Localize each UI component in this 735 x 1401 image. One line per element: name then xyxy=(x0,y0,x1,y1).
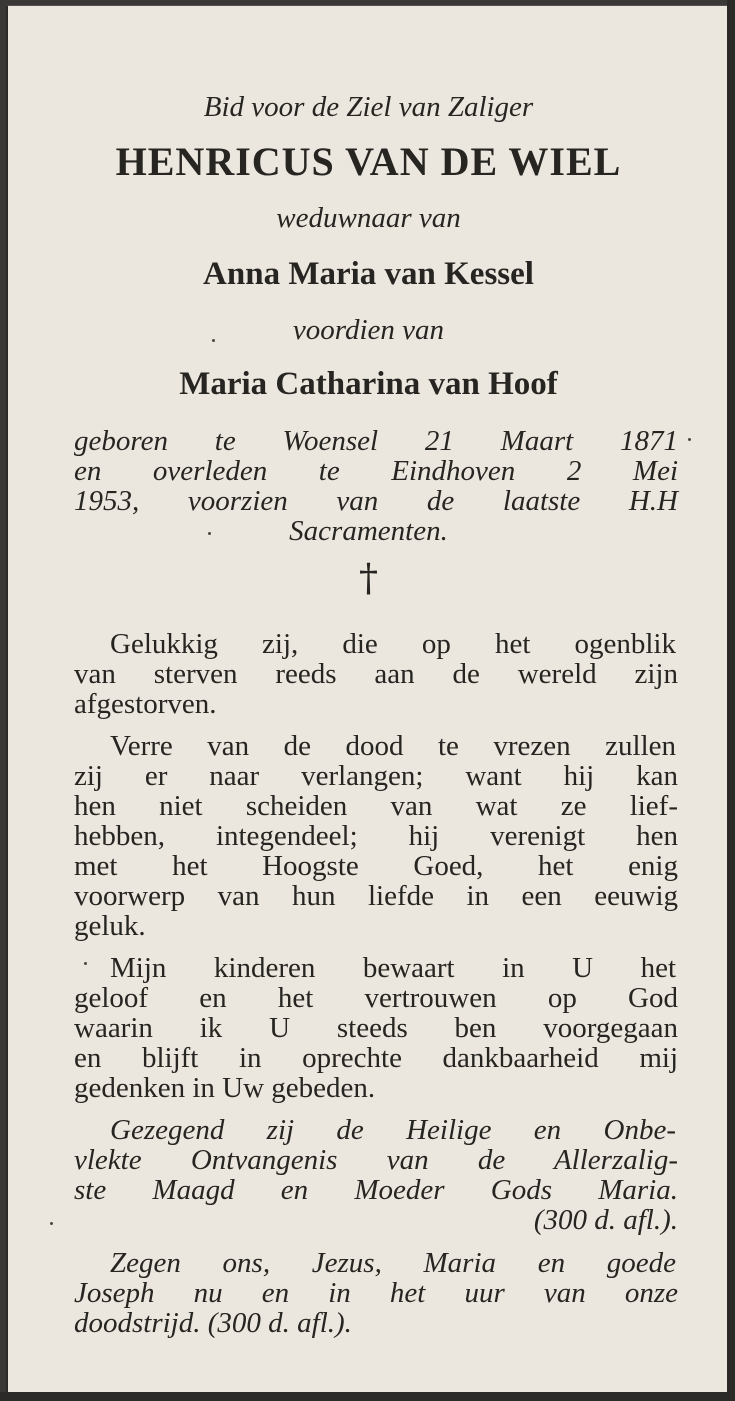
paragraph-3-line: en blijft in oprechte dankbaarheid mij xyxy=(74,1042,678,1074)
spouse-name-1: Anna Maria van Kessel xyxy=(203,256,534,292)
prayer-1-line: ste Maagd en Moeder Gods Maria. xyxy=(74,1174,678,1206)
biography-line: 1953, voorzien van de laatste H.H xyxy=(74,485,678,517)
prayer-1-line: (300 d. afl.). xyxy=(533,1204,678,1236)
paragraph-2-line: Verre van de dood te vrezen zullen xyxy=(110,730,676,762)
cross-icon: † xyxy=(359,556,378,600)
paragraph-3-line: Mijn kinderen bewaart in U het xyxy=(110,952,676,984)
biography-line: Sacramenten. xyxy=(289,515,448,547)
prayer-2-line: Joseph nu en in het uur van onze xyxy=(74,1277,678,1309)
prayer-1-line: vlekte Ontvangenis van de Allerzalig- xyxy=(74,1144,678,1176)
prayer-1-line: Gezegend zij de Heilige en Onbe- xyxy=(110,1114,676,1146)
prayer-2-line: Zegen ons, Jezus, Maria en goede xyxy=(110,1247,676,1279)
biography-line: geboren te Woensel 21 Maart 1871 xyxy=(74,425,678,457)
paragraph-2-line: hen niet scheiden van wat ze lief- xyxy=(74,790,678,822)
paragraph-2-line: met het Hoogste Goed, het enig xyxy=(74,850,678,882)
paper-speck xyxy=(84,962,87,965)
paragraph-3-line: geloof en het vertrouwen op God xyxy=(74,982,678,1014)
relation-previously: voordien van xyxy=(292,314,445,346)
prayer-2-line: doodstrijd. (300 d. afl.). xyxy=(74,1307,352,1339)
paragraph-2-line: voorwerp van hun liefde in een eeuwig xyxy=(74,880,678,912)
paragraph-2-line: geluk. xyxy=(74,910,146,942)
paragraph-1-line: van sterven reeds aan de wereld zijn xyxy=(74,658,678,690)
memorial-card xyxy=(6,5,727,1392)
paragraph-2-line: zij er naar verlangen; want hij kan xyxy=(74,760,678,792)
paragraph-3-line: gedenken in Uw gebeden. xyxy=(74,1072,376,1104)
paragraph-3-line: waarin ik U steeds ben voorgegaan xyxy=(74,1012,678,1044)
paper-speck xyxy=(50,1222,53,1225)
card-border-bottom xyxy=(0,1392,735,1401)
paper-speck xyxy=(212,339,215,342)
paper-speck xyxy=(688,438,691,441)
paragraph-2-line: hebben, integendeel; hij verenigt hen xyxy=(74,820,678,852)
relation-widower: weduwnaar van xyxy=(276,202,461,234)
spouse-name-2: Maria Catharina van Hoof xyxy=(179,366,558,402)
paper-speck xyxy=(208,532,211,535)
paragraph-1-line: afgestorven. xyxy=(74,688,217,720)
paragraph-1-line: Gelukkig zij, die op het ogenblik xyxy=(110,628,676,660)
intro-line: Bid voor de Ziel van Zaliger xyxy=(203,91,534,123)
deceased-name: HENRICUS VAN DE WIEL xyxy=(115,139,622,184)
biography-line: en overleden te Eindhoven 2 Mei xyxy=(74,455,678,487)
